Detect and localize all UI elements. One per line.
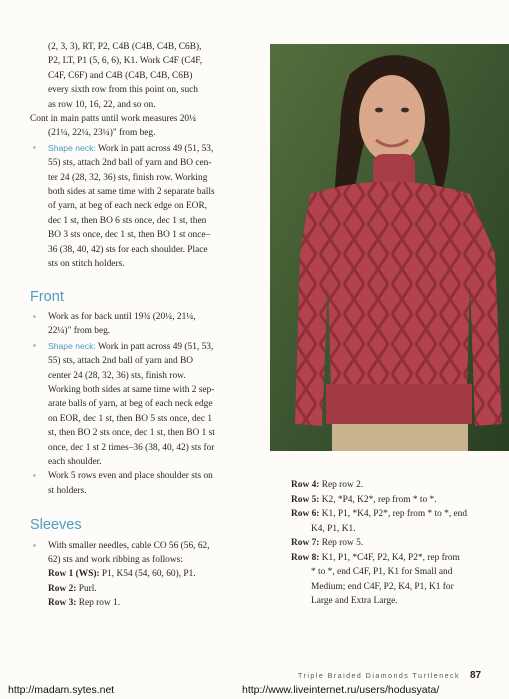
text-line: st holders. xyxy=(48,485,87,496)
sleeves-item-1 xyxy=(30,539,245,611)
text-line: K2, *P4, K2*, rep from * to *. xyxy=(319,494,437,505)
back-continued-paragraph xyxy=(30,40,245,112)
front-shape-neck-item xyxy=(30,339,245,470)
shape-neck-label: Shape neck: xyxy=(48,340,96,351)
text-line: Large and Extra Large. xyxy=(311,596,398,606)
text-line: * to *, end C4F, P1, K1 for Small and xyxy=(311,567,453,577)
text-line: st, then BO 2 sts once, dec 1 st, then BO 1 st xyxy=(48,428,215,439)
right-column xyxy=(291,478,487,609)
text-line: Rep row 5. xyxy=(319,538,364,548)
front-item-3 xyxy=(30,469,245,498)
row-label: Row 8: xyxy=(291,552,320,563)
text-line: each shoulder. xyxy=(48,456,102,467)
row-label: Row 4: xyxy=(291,480,320,490)
text-line: P1, K54 (54, 60, 60), P1. xyxy=(99,569,196,580)
text-line: K1, P1, *K4, P2*, rep from * to *, end xyxy=(319,509,468,519)
text-line: as row 10, 16, 22, and so on. xyxy=(48,99,156,110)
text-line: K4, P1, K1. xyxy=(311,523,356,534)
text-line: ▪ Work as for back until 19¾ (20¼, 21¼, xyxy=(48,311,196,322)
text-line: dec 1 st, then BO 6 sts once, dec 1 st, then xyxy=(48,215,207,226)
text-line: 55) sts, attach 2nd ball of yarn and BO cen- xyxy=(48,158,212,169)
text-line: on EOR, dec 1 st, then BO 5 sts once, dec 1 xyxy=(48,413,213,424)
row-label: Row 5: xyxy=(291,494,320,505)
text-line: Work in patt across 49 (51, 53, xyxy=(95,143,214,154)
row-label: Row 3: xyxy=(48,598,77,609)
text-line: once, dec 1 st 2 times–36 (38, 40, 42) sts for xyxy=(48,442,215,453)
model-illustration xyxy=(270,44,509,451)
text-line: arate balls of yarn, at beg of each neck edge xyxy=(48,399,213,410)
text-line: ▪ With smaller needles, cable CO 56 (56, 62, xyxy=(48,540,210,551)
text-line: P2, LT, P1 (5, 6, 6), K1. Work C4F (C4F, xyxy=(48,56,203,67)
text-line: every sixth row from this point on, such xyxy=(48,85,198,96)
text-line: both sides at same time with 2 separate balls xyxy=(48,187,215,198)
row-label: Row 6: xyxy=(291,509,320,519)
model-photo xyxy=(270,44,509,451)
text-line: center 24 (28, 32, 36) sts, finish row. xyxy=(48,370,186,381)
row-label: Row 1 (WS): xyxy=(48,569,100,580)
text-line: 36 (38, 40, 42) sts for each shoulder. Place xyxy=(48,244,208,255)
text-line: 62) sts and work ribbing as follows: xyxy=(48,555,183,565)
footer-pattern-title: Triple Braided Diamonds Turtleneck xyxy=(298,673,461,680)
shape-neck-label: Shape neck: xyxy=(48,142,96,153)
text-line: C4F, C6F) and C4B (C4B, C4B, C6B) xyxy=(48,70,193,81)
continue-paragraph xyxy=(30,112,245,141)
text-line: ter 24 (28, 32, 36) sts, finish row. Working xyxy=(48,172,208,183)
text-line: Working both sides at same time with 2 sep- xyxy=(48,384,215,395)
text-line: ▪ Work 5 rows even and place shoulder sts on xyxy=(48,471,213,482)
text-line: Purl. xyxy=(76,583,97,594)
text-line: (2, 3, 3), RT, P2, C4B (C4B, C4B, C6B), xyxy=(48,42,202,52)
text-line: Rep row 2. xyxy=(319,480,364,490)
front-heading: Front xyxy=(30,288,64,305)
text-line: (21¼, 22¼, 23¼)" from beg. xyxy=(48,128,156,139)
text-line: K1, P1, *C4F, P2, K4, P2*, rep from xyxy=(319,552,460,563)
row-label: Row 7: xyxy=(291,538,320,548)
text-line: Medium; end C4F, P2, K4, P1, K1 for xyxy=(311,581,454,592)
watermark-link-left[interactable]: http://madam.sytes.net xyxy=(8,684,115,696)
text-line: 55) sts, attach 2nd ball of yarn and BO xyxy=(48,356,194,367)
watermark-link-right[interactable]: http://www.liveinternet.ru/users/hodusyata/ xyxy=(242,684,440,696)
text-line: sts on stitch holders. xyxy=(48,259,125,270)
left-column xyxy=(30,40,245,611)
text-line: 22¼)" from beg. xyxy=(48,326,111,337)
text-line: BO 3 sts once, dec 1 st, then BO 1 st once– xyxy=(48,230,211,241)
text-line: of yarn, at beg of each neck edge on EOR, xyxy=(48,201,208,212)
text-line: Rep row 1. xyxy=(76,598,121,609)
text-line: Cont in main patts until work measures 20¼ xyxy=(30,114,197,125)
text-line: Work in patt across 49 (51, 53, xyxy=(95,341,214,352)
sleeves-heading: Sleeves xyxy=(30,517,82,534)
page-number: 87 xyxy=(470,670,482,681)
back-shape-neck-item xyxy=(30,141,245,272)
row-label: Row 2: xyxy=(48,583,77,594)
front-item-1 xyxy=(30,310,245,339)
